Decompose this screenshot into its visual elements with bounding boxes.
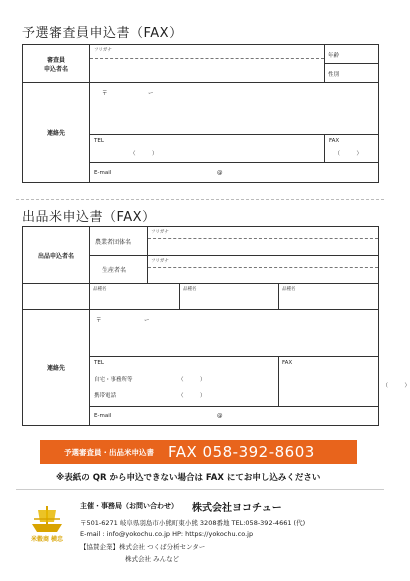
rice-email-cell[interactable] [90, 407, 379, 426]
tel-parens: （ ） [130, 151, 158, 157]
fax-label: FAX [329, 138, 340, 144]
age-label: 年齢 [328, 53, 340, 59]
rice-at-sign: @ [217, 413, 223, 419]
rice-postal-mark: 〒 [96, 318, 102, 324]
postal-mark: 〒 [102, 91, 108, 97]
variety-row-label [23, 284, 90, 310]
sponsor-line: 【協賛企業】株式会社 つくば分析センター [80, 543, 206, 551]
judge-address-cell[interactable] [90, 83, 379, 135]
email-label: E-mail [94, 170, 112, 176]
company-name: 株式会社ヨコチュー [192, 503, 282, 514]
sponsor-line-2: 株式会社 みんなど [125, 555, 180, 563]
fax-number[interactable]: FAX 058-392-8603 [168, 443, 315, 461]
home-parens: （ ） [178, 377, 206, 383]
rice-address-cell[interactable] [90, 310, 379, 357]
judge-name-cell[interactable] [90, 64, 325, 83]
home-office-label: 自宅・事務所等 [94, 377, 133, 383]
judge-email-cell[interactable] [90, 163, 379, 183]
rice-email-label: E-mail [94, 413, 112, 419]
producer-furigana: フリガナ [151, 259, 169, 264]
organizer-label: 主催・事務局（お問い合わせ） [80, 502, 178, 510]
judge-contact-label: 連絡先 [23, 83, 90, 183]
company-address: 〒501-6271 岐阜県羽島市小熊町東小熊 3208番地 TEL:058-392-4661 (代) [80, 519, 306, 527]
fax-banner-label: 予選審査員・出品米申込書 [64, 447, 154, 457]
yokochu-logo [26, 502, 68, 548]
judge-gender-cell[interactable] [325, 64, 379, 83]
section-divider [16, 199, 384, 200]
rice-tel-cell[interactable] [90, 357, 279, 407]
variety-cell-1[interactable] [90, 284, 180, 310]
tel-label: TEL [94, 138, 104, 144]
rice-fax-cell[interactable] [279, 357, 379, 407]
rice-form-table [22, 226, 410, 426]
at-sign: @ [217, 170, 223, 176]
furigana-label: フリガナ [94, 48, 112, 53]
rice-postal-dash: ー [144, 318, 150, 324]
mobile-parens: （ ） [178, 393, 206, 399]
producer-cell[interactable] [148, 256, 379, 284]
variety-cell-3[interactable] [279, 284, 379, 310]
farm-furigana: フリガナ [151, 230, 169, 235]
variety-label-1: 品種名 [93, 287, 107, 292]
logo-text: 米穀商 横忠 [30, 536, 64, 543]
judge-form-table [22, 44, 379, 183]
rice-tel-label: TEL [94, 360, 104, 366]
judge-tel-cell[interactable] [90, 135, 325, 163]
judge-applicant-label: 審査員 申込者名 [23, 45, 90, 83]
variety-cell-2[interactable] [180, 284, 279, 310]
rice-fax-parens: （ ） [382, 383, 410, 389]
rice-fax-label: FAX [282, 360, 293, 366]
rice-contact-label: 連絡先 [23, 310, 90, 426]
form2-title: 出品米申込書（FAX） [22, 210, 156, 225]
fax-parens: （ ） [334, 151, 363, 157]
qr-note: ※表紙の QR から申込できない場合は FAX にてお申し込みください [56, 473, 321, 483]
mobile-label: 携帯電話 [94, 393, 117, 399]
rice-applicant-label: 出品申込者名 [23, 227, 90, 284]
footer-divider [16, 489, 384, 490]
gender-label: 性別 [328, 72, 340, 78]
farm-group-label: 農業者団体名 [90, 227, 148, 256]
producer-label: 生産者名 [90, 256, 148, 284]
postal-dash: ー [148, 91, 154, 97]
fax-banner [40, 440, 357, 464]
judge-age-cell[interactable] [325, 45, 379, 64]
variety-label-3: 品種名 [282, 287, 296, 292]
judge-furigana-cell[interactable] [90, 45, 325, 64]
variety-label-2: 品種名 [183, 287, 197, 292]
farm-group-cell[interactable] [148, 227, 379, 256]
form1-title: 予選審査員申込書（FAX） [22, 26, 183, 41]
company-contact[interactable]: E-mail : info@yokochu.co.jp HP: https://yokochu.co.jp [80, 530, 254, 538]
